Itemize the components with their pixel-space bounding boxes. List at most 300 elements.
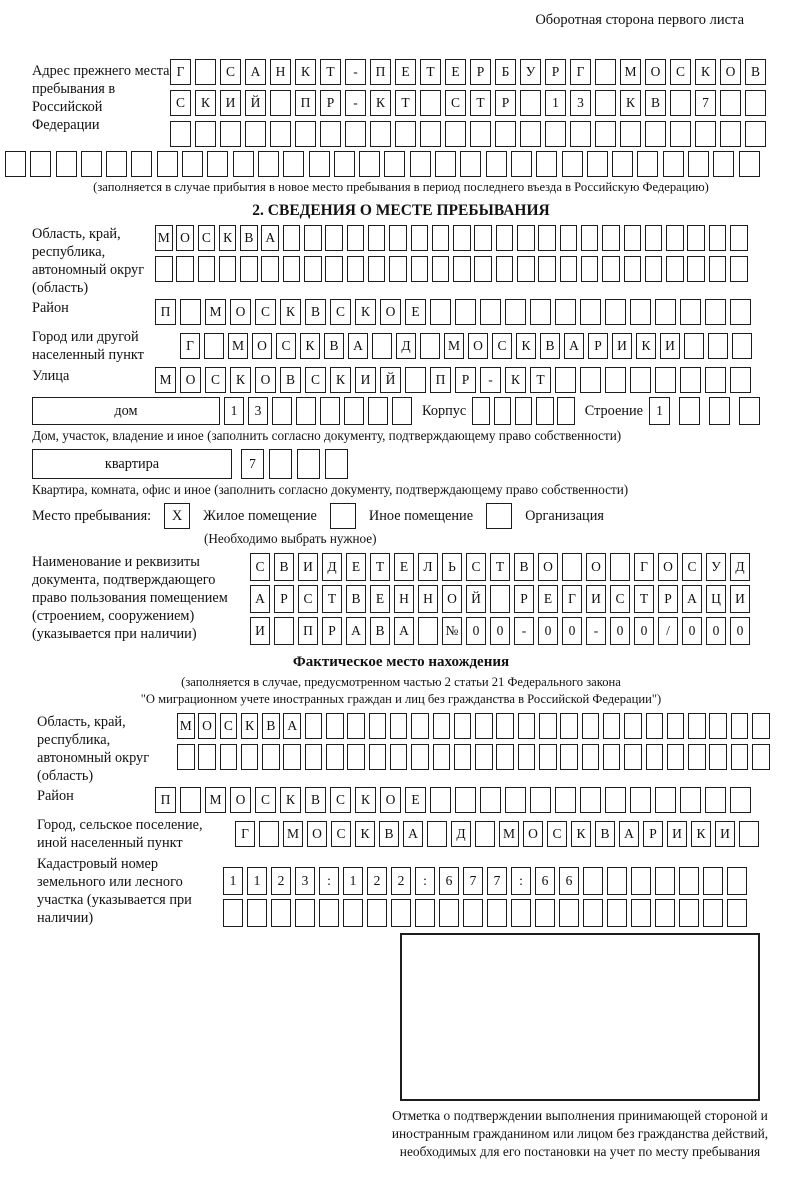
char-box[interactable]: С — [466, 553, 486, 581]
char-box[interactable] — [730, 299, 751, 325]
char-box[interactable] — [505, 299, 526, 325]
char-box[interactable]: А — [682, 585, 702, 613]
char-box[interactable] — [411, 256, 429, 282]
char-box[interactable] — [709, 713, 727, 739]
char-box[interactable] — [732, 333, 752, 359]
char-box[interactable] — [679, 397, 700, 425]
char-box[interactable] — [536, 151, 557, 177]
char-box[interactable] — [670, 121, 691, 147]
char-box[interactable] — [505, 787, 526, 813]
char-box[interactable]: Е — [538, 585, 558, 613]
char-box[interactable] — [320, 397, 340, 425]
char-box[interactable] — [460, 151, 481, 177]
char-box[interactable] — [347, 713, 365, 739]
char-box[interactable] — [433, 744, 451, 770]
char-box[interactable]: С — [198, 225, 216, 251]
char-box[interactable] — [705, 367, 726, 393]
char-box[interactable] — [713, 151, 734, 177]
char-box[interactable]: К — [636, 333, 656, 359]
char-box[interactable]: 1 — [343, 867, 363, 895]
char-box[interactable]: О — [198, 713, 216, 739]
char-box[interactable] — [709, 225, 727, 251]
char-box[interactable] — [517, 256, 535, 282]
char-box[interactable]: Р — [320, 90, 341, 116]
char-box[interactable] — [752, 744, 770, 770]
char-box[interactable] — [420, 333, 440, 359]
char-box[interactable]: К — [280, 787, 301, 813]
char-box[interactable]: О — [230, 787, 251, 813]
char-box[interactable]: К — [230, 367, 251, 393]
char-box[interactable] — [439, 899, 459, 927]
char-box[interactable] — [560, 713, 578, 739]
char-box[interactable]: 1 — [649, 397, 670, 425]
char-box[interactable]: А — [261, 225, 279, 251]
char-box[interactable]: 0 — [682, 617, 702, 645]
char-box[interactable]: С — [331, 821, 351, 847]
char-box[interactable] — [182, 151, 203, 177]
char-box[interactable] — [745, 121, 766, 147]
char-box[interactable] — [283, 744, 301, 770]
char-box[interactable]: : — [511, 867, 531, 895]
char-box[interactable]: - — [345, 90, 366, 116]
char-box[interactable]: Т — [634, 585, 654, 613]
char-box[interactable] — [247, 899, 267, 927]
char-box[interactable] — [605, 367, 626, 393]
char-box[interactable]: : — [319, 867, 339, 895]
char-box[interactable] — [233, 151, 254, 177]
char-box[interactable]: Р — [455, 367, 476, 393]
char-box[interactable] — [390, 713, 408, 739]
char-box[interactable] — [305, 713, 323, 739]
char-box[interactable] — [705, 299, 726, 325]
char-box[interactable]: Р — [274, 585, 294, 613]
char-box[interactable]: С — [220, 713, 238, 739]
char-box[interactable] — [695, 121, 716, 147]
char-box[interactable]: А — [245, 59, 266, 85]
char-box[interactable] — [297, 449, 320, 479]
char-box[interactable]: Н — [394, 585, 414, 613]
char-box[interactable]: М — [155, 225, 173, 251]
char-box[interactable] — [670, 90, 691, 116]
char-box[interactable]: П — [430, 367, 451, 393]
checkbox-other-premises[interactable] — [330, 503, 356, 529]
char-box[interactable]: С — [205, 367, 226, 393]
char-box[interactable]: Й — [380, 367, 401, 393]
char-box[interactable] — [487, 899, 507, 927]
char-box[interactable] — [595, 121, 616, 147]
char-box[interactable]: Е — [445, 59, 466, 85]
char-box[interactable]: Т — [370, 553, 390, 581]
char-box[interactable]: 6 — [535, 867, 555, 895]
char-box[interactable] — [453, 225, 471, 251]
char-box[interactable] — [347, 744, 365, 770]
char-box[interactable] — [220, 121, 241, 147]
char-box[interactable] — [581, 225, 599, 251]
char-box[interactable]: П — [298, 617, 318, 645]
char-box[interactable]: : — [415, 867, 435, 895]
char-box[interactable] — [511, 899, 531, 927]
char-box[interactable]: 0 — [610, 617, 630, 645]
char-box[interactable]: Ц — [706, 585, 726, 613]
char-box[interactable] — [745, 90, 766, 116]
char-box[interactable]: К — [330, 367, 351, 393]
char-box[interactable]: К — [695, 59, 716, 85]
char-box[interactable]: А — [348, 333, 368, 359]
char-box[interactable] — [368, 225, 386, 251]
char-box[interactable] — [555, 787, 576, 813]
char-box[interactable]: О — [380, 787, 401, 813]
char-box[interactable]: В — [274, 553, 294, 581]
char-box[interactable] — [655, 367, 676, 393]
char-box[interactable] — [624, 225, 642, 251]
char-box[interactable] — [496, 225, 514, 251]
char-box[interactable] — [490, 585, 510, 613]
char-box[interactable]: Г — [570, 59, 591, 85]
char-box[interactable]: Д — [730, 553, 750, 581]
char-box[interactable] — [730, 256, 748, 282]
char-box[interactable]: Т — [530, 367, 551, 393]
char-box[interactable]: А — [564, 333, 584, 359]
char-box[interactable]: М — [499, 821, 519, 847]
char-box[interactable] — [581, 256, 599, 282]
char-box[interactable] — [637, 151, 658, 177]
char-box[interactable] — [347, 256, 365, 282]
char-box[interactable] — [709, 256, 727, 282]
char-box[interactable]: О — [255, 367, 276, 393]
char-box[interactable]: Н — [418, 585, 438, 613]
char-box[interactable] — [304, 256, 322, 282]
char-box[interactable]: Р — [470, 59, 491, 85]
char-box[interactable] — [430, 299, 451, 325]
char-box[interactable]: О — [180, 367, 201, 393]
char-box[interactable] — [603, 744, 621, 770]
char-box[interactable] — [562, 553, 582, 581]
char-box[interactable] — [560, 744, 578, 770]
char-box[interactable]: Н — [270, 59, 291, 85]
char-box[interactable] — [368, 256, 386, 282]
char-box[interactable] — [258, 151, 279, 177]
char-box[interactable] — [198, 744, 216, 770]
char-box[interactable] — [219, 256, 237, 282]
char-box[interactable] — [539, 713, 557, 739]
char-box[interactable]: 0 — [538, 617, 558, 645]
char-box[interactable] — [731, 744, 749, 770]
char-box[interactable]: И — [612, 333, 632, 359]
char-box[interactable]: А — [250, 585, 270, 613]
char-box[interactable] — [655, 299, 676, 325]
char-box[interactable] — [646, 713, 664, 739]
char-box[interactable]: 7 — [241, 449, 264, 479]
char-box[interactable] — [432, 256, 450, 282]
char-box[interactable] — [607, 899, 627, 927]
char-box[interactable] — [688, 744, 706, 770]
char-box[interactable]: О — [176, 225, 194, 251]
char-box[interactable] — [106, 151, 127, 177]
char-box[interactable]: С — [170, 90, 191, 116]
char-box[interactable]: Й — [245, 90, 266, 116]
char-box[interactable] — [283, 151, 304, 177]
char-box[interactable] — [624, 744, 642, 770]
char-box[interactable] — [496, 256, 514, 282]
char-box[interactable]: Р — [588, 333, 608, 359]
char-box[interactable] — [730, 787, 751, 813]
char-box[interactable] — [155, 256, 173, 282]
char-box[interactable] — [709, 397, 730, 425]
char-box[interactable] — [177, 744, 195, 770]
char-box[interactable]: Ь — [442, 553, 462, 581]
char-box[interactable]: И — [355, 367, 376, 393]
char-box[interactable] — [530, 299, 551, 325]
char-box[interactable]: И — [667, 821, 687, 847]
char-box[interactable] — [667, 713, 685, 739]
char-box[interactable] — [709, 744, 727, 770]
char-box[interactable]: В — [595, 821, 615, 847]
char-box[interactable]: А — [394, 617, 414, 645]
char-box[interactable]: 3 — [248, 397, 268, 425]
char-box[interactable] — [739, 821, 759, 847]
char-box[interactable] — [680, 367, 701, 393]
char-box[interactable]: А — [619, 821, 639, 847]
char-box[interactable]: Д — [396, 333, 416, 359]
char-box[interactable] — [309, 151, 330, 177]
char-box[interactable] — [367, 899, 387, 927]
char-box[interactable] — [261, 256, 279, 282]
char-box[interactable]: 2 — [367, 867, 387, 895]
char-box[interactable]: И — [730, 585, 750, 613]
char-box[interactable] — [545, 121, 566, 147]
char-box[interactable] — [370, 121, 391, 147]
char-box[interactable]: А — [283, 713, 301, 739]
char-box[interactable]: С — [255, 299, 276, 325]
char-box[interactable] — [180, 787, 201, 813]
char-box[interactable] — [555, 299, 576, 325]
char-box[interactable]: - — [514, 617, 534, 645]
char-box[interactable]: С — [492, 333, 512, 359]
char-box[interactable] — [630, 787, 651, 813]
char-box[interactable]: О — [658, 553, 678, 581]
char-box[interactable]: О — [252, 333, 272, 359]
char-box[interactable] — [405, 367, 426, 393]
char-box[interactable] — [474, 225, 492, 251]
char-box[interactable] — [739, 397, 760, 425]
char-box[interactable] — [518, 713, 536, 739]
char-box[interactable] — [390, 744, 408, 770]
char-box[interactable] — [602, 225, 620, 251]
char-box[interactable] — [220, 744, 238, 770]
char-box[interactable] — [730, 367, 751, 393]
char-box[interactable] — [517, 225, 535, 251]
char-box[interactable] — [538, 225, 556, 251]
char-box[interactable]: С — [255, 787, 276, 813]
char-box[interactable] — [539, 744, 557, 770]
char-box[interactable] — [325, 225, 343, 251]
char-box[interactable] — [560, 256, 578, 282]
char-box[interactable] — [272, 397, 292, 425]
char-box[interactable] — [631, 899, 651, 927]
char-box[interactable]: В — [514, 553, 534, 581]
char-box[interactable] — [605, 299, 626, 325]
char-box[interactable] — [511, 151, 532, 177]
char-box[interactable] — [262, 744, 280, 770]
char-box[interactable] — [688, 151, 709, 177]
char-box[interactable]: С — [547, 821, 567, 847]
char-box[interactable]: С — [682, 553, 702, 581]
char-box[interactable] — [538, 256, 556, 282]
char-box[interactable] — [270, 90, 291, 116]
char-box[interactable] — [520, 121, 541, 147]
char-box[interactable] — [610, 553, 630, 581]
char-box[interactable]: И — [250, 617, 270, 645]
char-box[interactable]: Г — [562, 585, 582, 613]
char-box[interactable] — [326, 744, 344, 770]
char-box[interactable] — [325, 256, 343, 282]
char-box[interactable]: К — [620, 90, 641, 116]
char-box[interactable]: 0 — [562, 617, 582, 645]
char-box[interactable] — [391, 899, 411, 927]
char-box[interactable]: П — [295, 90, 316, 116]
char-box[interactable] — [630, 367, 651, 393]
checkbox-organization[interactable] — [486, 503, 512, 529]
char-box[interactable]: Г — [235, 821, 255, 847]
char-box[interactable] — [259, 821, 279, 847]
char-box[interactable] — [345, 121, 366, 147]
char-box[interactable] — [395, 121, 416, 147]
char-box[interactable] — [595, 90, 616, 116]
char-box[interactable]: П — [370, 59, 391, 85]
char-box[interactable]: Е — [394, 553, 414, 581]
char-box[interactable]: Т — [395, 90, 416, 116]
char-box[interactable] — [752, 713, 770, 739]
char-box[interactable]: Е — [346, 553, 366, 581]
char-box[interactable]: 2 — [391, 867, 411, 895]
char-box[interactable] — [515, 397, 533, 425]
char-box[interactable]: Р — [545, 59, 566, 85]
apartment-field[interactable]: квартира — [32, 449, 232, 479]
char-box[interactable]: Г — [180, 333, 200, 359]
char-box[interactable]: Е — [370, 585, 390, 613]
char-box[interactable]: - — [480, 367, 501, 393]
char-box[interactable] — [518, 744, 536, 770]
char-box[interactable] — [645, 225, 663, 251]
char-box[interactable] — [475, 744, 493, 770]
char-box[interactable] — [480, 299, 501, 325]
char-box[interactable] — [295, 899, 315, 927]
char-box[interactable] — [410, 151, 431, 177]
char-box[interactable] — [420, 90, 441, 116]
char-box[interactable]: М — [177, 713, 195, 739]
char-box[interactable] — [418, 617, 438, 645]
char-box[interactable]: И — [660, 333, 680, 359]
char-box[interactable] — [582, 713, 600, 739]
char-box[interactable] — [602, 256, 620, 282]
char-box[interactable] — [559, 899, 579, 927]
char-box[interactable]: Р — [322, 617, 342, 645]
char-box[interactable] — [562, 151, 583, 177]
char-box[interactable]: № — [442, 617, 462, 645]
char-box[interactable]: 3 — [295, 867, 315, 895]
char-box[interactable]: В — [379, 821, 399, 847]
char-box[interactable] — [687, 256, 705, 282]
char-box[interactable] — [392, 397, 412, 425]
char-box[interactable]: О — [523, 821, 543, 847]
char-box[interactable]: К — [691, 821, 711, 847]
char-box[interactable] — [411, 713, 429, 739]
char-box[interactable]: Е — [395, 59, 416, 85]
char-box[interactable] — [463, 899, 483, 927]
char-box[interactable] — [480, 787, 501, 813]
char-box[interactable] — [688, 713, 706, 739]
char-box[interactable]: О — [645, 59, 666, 85]
char-box[interactable]: С — [250, 553, 270, 581]
char-box[interactable] — [195, 59, 216, 85]
char-box[interactable] — [727, 899, 747, 927]
char-box[interactable]: П — [155, 787, 176, 813]
char-box[interactable]: Л — [418, 553, 438, 581]
char-box[interactable]: С — [298, 585, 318, 613]
char-box[interactable]: 1 — [545, 90, 566, 116]
char-box[interactable]: В — [305, 787, 326, 813]
char-box[interactable] — [195, 121, 216, 147]
char-box[interactable] — [369, 744, 387, 770]
char-box[interactable]: - — [345, 59, 366, 85]
char-box[interactable]: 0 — [706, 617, 726, 645]
char-box[interactable]: М — [444, 333, 464, 359]
char-box[interactable] — [454, 713, 472, 739]
char-box[interactable] — [495, 121, 516, 147]
char-box[interactable] — [631, 867, 651, 895]
char-box[interactable] — [241, 744, 259, 770]
char-box[interactable] — [319, 899, 339, 927]
char-box[interactable] — [170, 121, 191, 147]
char-box[interactable]: 3 — [570, 90, 591, 116]
char-box[interactable] — [475, 713, 493, 739]
char-box[interactable]: 0 — [466, 617, 486, 645]
char-box[interactable] — [535, 899, 555, 927]
char-box[interactable]: М — [283, 821, 303, 847]
char-box[interactable] — [445, 121, 466, 147]
char-box[interactable]: К — [300, 333, 320, 359]
char-box[interactable] — [207, 151, 228, 177]
char-box[interactable]: / — [658, 617, 678, 645]
char-box[interactable]: Р — [658, 585, 678, 613]
char-box[interactable]: Т — [322, 585, 342, 613]
char-box[interactable] — [555, 367, 576, 393]
char-box[interactable] — [603, 713, 621, 739]
char-box[interactable]: К — [505, 367, 526, 393]
char-box[interactable]: 2 — [271, 867, 291, 895]
char-box[interactable]: 7 — [463, 867, 483, 895]
char-box[interactable] — [131, 151, 152, 177]
char-box[interactable] — [269, 449, 292, 479]
char-box[interactable]: В — [240, 225, 258, 251]
char-box[interactable] — [474, 256, 492, 282]
char-box[interactable] — [494, 397, 512, 425]
char-box[interactable] — [30, 151, 51, 177]
char-box[interactable]: С — [330, 787, 351, 813]
char-box[interactable] — [343, 899, 363, 927]
char-box[interactable] — [283, 256, 301, 282]
char-box[interactable]: О — [720, 59, 741, 85]
char-box[interactable]: И — [220, 90, 241, 116]
char-box[interactable]: В — [324, 333, 344, 359]
char-box[interactable]: С — [610, 585, 630, 613]
char-box[interactable]: К — [280, 299, 301, 325]
char-box[interactable] — [703, 867, 723, 895]
char-box[interactable] — [389, 225, 407, 251]
char-box[interactable] — [612, 151, 633, 177]
char-box[interactable] — [667, 744, 685, 770]
char-box[interactable] — [630, 299, 651, 325]
